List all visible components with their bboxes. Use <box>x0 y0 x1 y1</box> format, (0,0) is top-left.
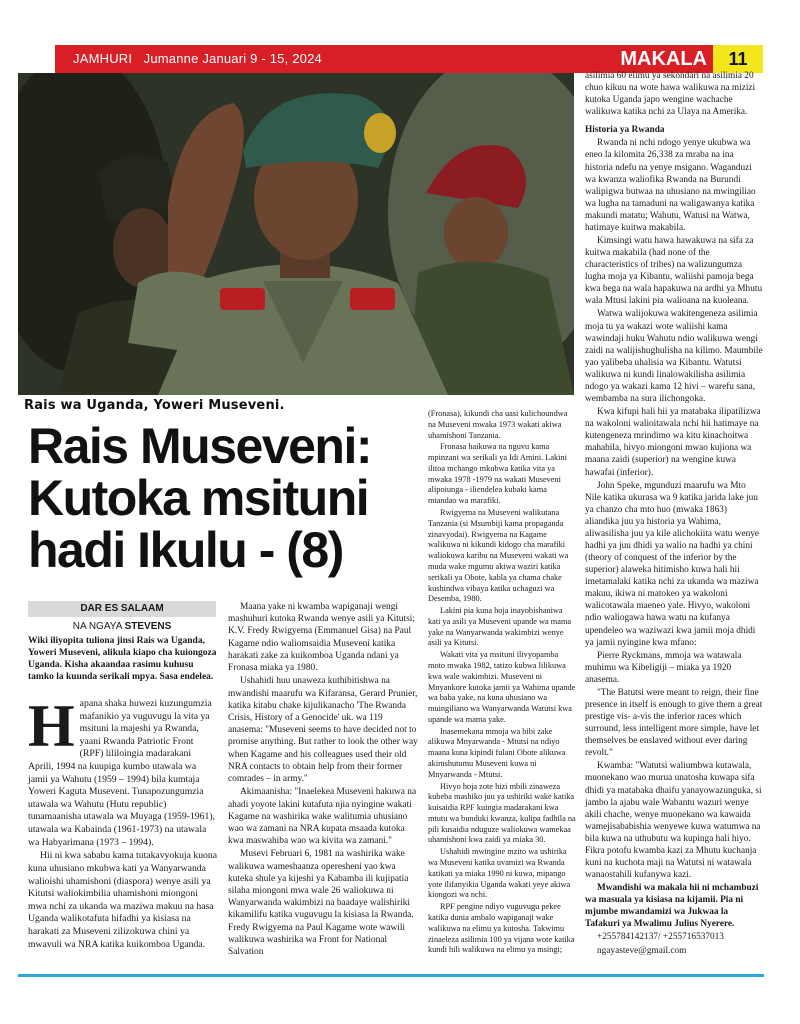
article-column-1 <box>28 693 218 952</box>
paragraph: Kwamba: "Watutsi waliumbwa kutawala, muonekano wao murua unatosha kuwapa sifa dhidi ya matabaka dhaifu yanayowazunguka, si jambo la ajabu wale Wabantu wazuri wenye akili chache, wenye muonekano wa kawaida wamejisababishia wenyewe kuwa watumwa na bila kuwa na uthubutu wa kupinga hali hiyo. Fikra potofu kwamba kazi za Mhutu kuchanja kuni na kuchota maji na Watutsi ni watawala wanaostahili kufanywa kazi. <box>585 761 762 881</box>
drop-cap: H <box>28 693 75 759</box>
paragraph: Maana yake ni kwamba wapiganaji wengi mashuhuri kutoka Rwanda wenye asili ya Kitutsi; K.V. Fredy Rwigyema (Emmanuel Gisa) na Paul Kagame ndio waliomsaidia Museveni katika harakati zake za kuikomboa Uganda ndani ya Fronasa miaka ya 1980. <box>228 602 415 674</box>
section-title: MAKALA <box>620 48 707 70</box>
paragraph: Pierre Ryckmans, mmoja wa watawala muhimu wa Kibeligiji – miaka ya 1920 anasema. <box>585 650 742 685</box>
publication-date: JAMHURI Jumanne Januari 9 - 15, 2024 <box>73 51 322 66</box>
paragraph: Musevi Februari 6, 1981 na washirika wake walikuwa wameshaanza operesheni yao kwa kuteka shule ya kijeshi ya Kabamba ili kujipatia silaha miongoni mwa wale 26 waliokuwa ni Wanyarwanda wakimbizi na baadaye walishiriki kikamilifu katika vuguvugu la kisiasa la Rwanda. Fredy Rwigyema na Paul Kagame wote wawili walikuwa washirika wa Front for National Salvation <box>228 849 414 958</box>
author-email: ngayasteve@gmail.com <box>597 945 687 956</box>
paragraph: "The Batutsi were meant to reign, their fine presence in itself is enough to give them a great prestige vis- a-vis the inferior races which surround, less intelligent more simple, have let themselves be enslaved without ever daring revolt." <box>585 687 763 759</box>
paragraph: Hii ni kwa sababu kama tutakavyokuja kuona kuna uhusiano mkubwa kati ya Wanyarwanda walioishi uhamishoni (diaspora) wenye asili ya Kitutsi waliokimbilia uhamishoni miongoni mwa nchi za ukanda wa maziwa makuu na hasa Uganda walikotafuta hifadhi ya kisiasa na harakati za Museveni zilizokuwa chini ya mwavuli wa NRA katika kuikomboa Uganda. <box>28 850 218 950</box>
byline: NA NGAYA STEVENS <box>72 621 172 632</box>
paragraph: Wakati vita ya msituni ilivyopamba moto mwaka 1982, tatizo kubwa lilikuwa kwa wale wakimbizi. Museveni ni Mnyankore kutoka jamii ya Wahima upande wa baba yake, na kuna uhusiano wa muingiliano wa Wanyarwanda Watutsi kwa upande wa mama yake. <box>428 650 576 724</box>
paragraph: RPF pengine ndiyo vuguvugu pekee katika dunia ambalo wapiganaji wake walikuwa na elimu ya kutosha. Takwimu zinaeleza asilimia 100 ya vijana wote katika kundi hili walikuwa na elimu ya msingi; <box>428 902 575 955</box>
article-column-4 <box>585 70 763 958</box>
paragraph: Akimaanisha: "Inaelekea Museveni hakuwa na ahadi yoyote lakini kutafuta njia nyingine wakati Kagame na washirika wake walitumia uhusiano wao wa zamani na NRA kupata msaada kutoka kwa maswahiba wao wa kivita wa zamani." <box>228 787 417 847</box>
paragraph: Ushahidi mwingine mzito wa ushirika wa Museveni katika uvamizi wa Rwanda katikati ya miaka 1990 ni kuwa, mipango yote ilifanyikia Uganda wakati yeye akiwa kiongozi wa nchi. <box>428 847 571 900</box>
headline <box>28 420 418 576</box>
dateline: DAR ES SALAAM <box>28 601 216 617</box>
paragraph: Ushahidi huu unaweza kuthibitishwa na mwandishi maarufu wa Kifaransa, Gerard Prunier, katika kitabu chake kijulikanacho 'The Rwanda Crisis, History of a Genocide' uk. wa 119 anasema: "Museveni seems to have decided not to promise anything. But rather to look the other way when Kagame and his colleagues used their old NRA contacts to obtain help from their former comrades – in army." <box>228 676 418 785</box>
author-note: Mwandishi wa makala hii ni mchambuzi wa masuala ya kisiasa na kijamii. Pia ni mjumbe mwandamizi wa Jukwaa la Tafakuri ya Mwalimu Julius Nyerere. <box>585 883 759 930</box>
headline-line-1: Rais Museveni: <box>28 418 372 474</box>
headline-line-3: hadi Ikulu - (8) <box>28 522 343 578</box>
article-intro: Wiki iliyopita tuliona jinsi Rais wa Uganda, Yoweri Museveni, alikula kiapo cha kuiongoza Uganda. Kisha akaandaa rasimu kuhusu tamko la kuunda serikali mpya. Sasa endelea. <box>28 636 217 682</box>
paragraph: Fronasa haikuwa na nguvu kama mpinzani wa serikali ya Idi Amini. Lakini ilitoa mchango mkubwa katika vita ya mwaka 1978 -1979 na wakati Museveni alipoiunga - iliendelea kubaki kama mtandao wa marafiki. <box>428 442 567 506</box>
paragraph: Lakini pia kuna hoja inayobishaniwa kati ya asili ya Museveni upande wa mama yake na Wanyarwanda wakimbizi wenye asili ya Kitutsi. <box>428 606 572 648</box>
page-number: 11 <box>713 45 763 73</box>
page-header <box>55 45 763 73</box>
photo-illustration <box>18 73 574 395</box>
paragraph: Inasemekana mmoja wa bibi zake alikuwa Mnyarwanda - Mtutsi na ndiyo maana kuna kipindi fulani Obote alikuwa akimshutumu Museveni kuwa ni Mnyarwanda - Mtutsi. <box>428 726 566 779</box>
article-column-2 <box>228 601 418 959</box>
headline-line-2: Kutoka msituni <box>28 470 369 526</box>
paragraph: (Fronasa), kikundi cha uasi kulichoundwa na Museveni mwaka 1973 wakati akiwa uhamishoni Tanzania. <box>428 409 568 440</box>
museveni-photo <box>18 73 574 395</box>
paragraph: Hapana shaka huwezi kuzungumzia mafanikio ya vuguvugu la vita ya msituni la majeshi ya Rwanda, yaani Rwanda Patriotic Front (RPF) lililoingia madarakani Aprili, 1994 na kuupiga kumbo utawala wa jamii ya Wahutu (1959 – 1994) bila kumtaja Yoweri Kaguta Museveni. Tunapozungumzia utawala wa Wahutu (Hutu republic) tunamaanisha utawala wa Muyaga (1959-1961), utawala wa Kabainda (1961-1973) na utawala wa Habyarimana (1973 – 1994). <box>28 693 215 848</box>
author-phone: +255784142137/ +255716537013 <box>597 932 724 943</box>
photo-caption: Rais wa Uganda, Yoweri Museveni. <box>24 398 285 413</box>
paragraph: John Speke, mgunduzi maarufu wa Mto Nile katika ukurasa wa 9 katika jarida lake juu ya chanzo cha mto huo (mwaka 1863) aliandika juu ya historia ya Wahima, aliwasilisha juu ya kile alichokiita watu wenye hadhi ya juu dhidi ya walio na hadhi ya chini (theory of conquest of the inferior by the superior) alaweka hitimisho kuwa hali hii imetamalaki katika nchi za ukanda wa maziwa makuu, ikiwa ni matokeo ya wakoloni walicotawala maeneo yale. Hivyo, wakoloni ndio waliogawa hawa watu na kufanya upendeleo wa waziwazi kwa jamii moja dhidi ya jamii nyingine kwa mfano: <box>585 480 760 648</box>
paragraph: asilimia 60 elimu ya sekondari na asilimia 20 chuo kikuu na wote hawa walikuwa na mizizi kutoka Uganda japo wengine wachache walikuwa katika nchi za Ulaya na Amerika. <box>585 71 756 118</box>
paragraph: Rwigyema na Museveni walikutana Tanzania (si Msumbiji kama propaganda zinavyodai). Rwigyema na Kagame walikuwa ni kikundi kidogo cha marafiki waliokuwa karibu na Museveni wakati wa muda wake mgumu akiwa waziri katika serikali ya Obote, kabla ya chama chake kushindwa vibaya katika uchaguzi wa Desemba, 1980. <box>428 508 569 604</box>
paragraph: Kwa kifupi hali hii ya matabaka ilipatilizwa na wakoloni walioitawala nchi hii hatimaye na kutengeneza mrindimo wa kitu kinachoitwa mahabila, hivyo miongoni mwao kujiona wa maana zaidi (superior) na wengine kuwa hawafai (inferior). <box>585 407 761 478</box>
paragraph: Kimsingi watu hawa hawakuwa na sifa za kuitwa makabila (had none of the characteristics of tribes) na walizungumza lugha moja ya Kibantu, waliishi pamoja bega kwa bega na wala hapakuwa na ardhi ya Mhutu wala Mtusi lakini pia walioana na kuoleana. <box>585 236 763 307</box>
paragraph: Watwa walijokuwa wakitengeneza asilimia moja tu ya wakazi wote waliishi kama wawindaji huku Wahutu ndio walikuwa wengi zaidi na walijishughulisha na kilimo. Maumbile yao yalibeba uhalisia wa Kibantu. Watutsi walikuwa ni kundi linalowakilisha asilimia ndogo ya wakazi kama 12 hivi – warefu sana, wembamba na sura ilichongoka. <box>585 309 763 405</box>
subheading: Historia ya Rwanda <box>585 125 665 136</box>
article-column-3 <box>428 409 576 957</box>
bottom-rule <box>18 974 764 977</box>
paragraph: Rwanda ni nchi ndogo yenye ukubwa wa eneo la kilomita 26,338 za mraba na ina historia ndefu na yenye msigano. Waganduzi wa kwanza waliofika Rwanda na Burundi walipigwa butwaa na uhusiano na mwingiliao wa lugha na tamaduni na waligawanya katika makundi matatu; Wahutu, Watusi na Watwa, hatimaye kuitwa makabila. <box>585 138 756 233</box>
paragraph: Hivyo hoja zote hizi mbili zinaweza kubeba mashiko juu ya ushiriki wake katika kuisaidia RPF kuingia madarakani kwa mtutu wa bunduki kwanza, kulipa fadhila na pili kusaidia nduguze waliokuwa wamekaa uhamishoni kwa zaidi ya miaka 30. <box>428 781 576 845</box>
